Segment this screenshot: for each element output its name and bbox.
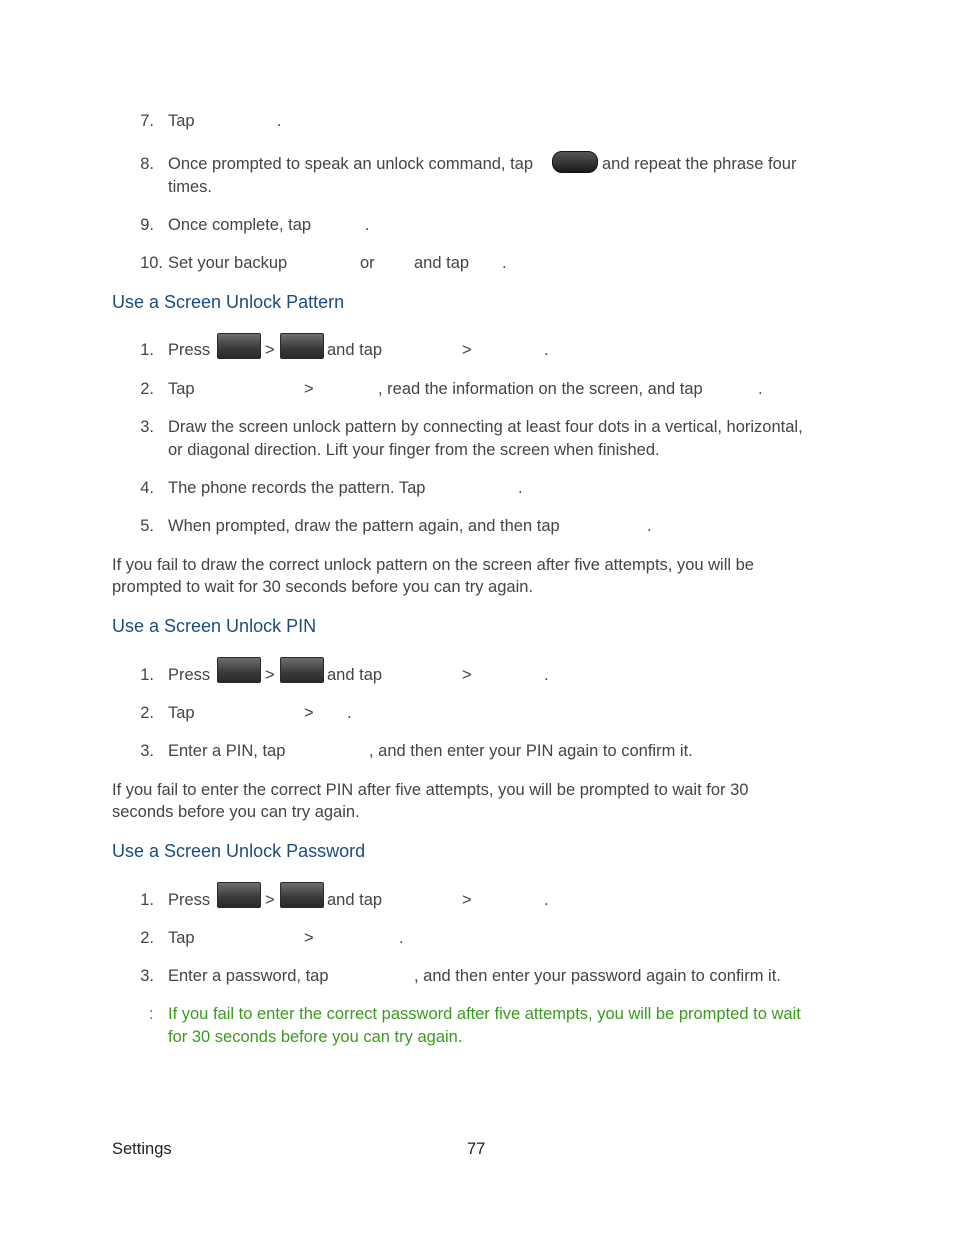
step-text: and tap [327, 341, 383, 359]
footer-page-number: 77 [467, 1140, 486, 1158]
step-number: 1. [140, 666, 154, 684]
step-text: or diagonal direction. Lift your finger from the screen when finished. [168, 441, 660, 459]
home-key-icon [217, 882, 261, 908]
step-text: and tap [414, 254, 470, 272]
section-heading-password: Use a Screen Unlock Password [112, 841, 366, 861]
paragraph: prompted to wait for 30 seconds before you can try again. [112, 578, 533, 596]
step-text: Press [168, 891, 211, 909]
step-text: . [544, 666, 549, 684]
step-text: times. [168, 178, 213, 196]
step-text: Enter a PIN, tap [168, 742, 286, 760]
step-text: Tap [168, 929, 195, 947]
step-text: Press [168, 341, 211, 359]
step-text: > [265, 341, 275, 359]
menu-key-icon [280, 657, 324, 683]
step-text: , and then enter your PIN again to confirm it. [369, 742, 693, 760]
step-text: , read the information on the screen, and tap [378, 380, 703, 398]
step-text: Tap [168, 704, 195, 722]
paragraph: If you fail to draw the correct unlock pattern on the screen after five attempts, you will be [112, 556, 754, 574]
step-number: 2. [140, 929, 154, 947]
step-text: . [758, 380, 763, 398]
home-key-icon [217, 333, 261, 359]
menu-key-icon [280, 333, 324, 359]
step-text: Draw the screen unlock pattern by connecting at least four dots in a vertical, horizontal, [168, 418, 803, 436]
step-text: > [265, 891, 275, 909]
step-text: . [365, 216, 370, 234]
step-text: . [647, 517, 652, 535]
step-text: The phone records the pattern. Tap [168, 479, 426, 497]
step-text: . [277, 112, 282, 130]
step-text: Once prompted to speak an unlock command, tap [168, 155, 534, 173]
section-heading-pin: Use a Screen Unlock PIN [112, 616, 317, 636]
step-number: 1. [140, 891, 154, 909]
home-key-icon [217, 657, 261, 683]
microphone-icon [552, 151, 598, 173]
step-text: and tap [327, 666, 383, 684]
paragraph: If you fail to enter the correct PIN after five attempts, you will be prompted to wait for 30 [112, 781, 749, 799]
step-text: > [304, 929, 314, 947]
note-text: for 30 seconds before you can try again. [168, 1028, 463, 1046]
step-text: . [347, 704, 352, 722]
step-text: . [399, 929, 404, 947]
step-number: 1. [140, 341, 154, 359]
step-number: 3. [140, 967, 154, 985]
step-text: > [304, 704, 314, 722]
step-text: Tap [168, 112, 195, 130]
step-number: 10. [140, 254, 163, 272]
step-number: 8. [140, 155, 154, 173]
note-text: If you fail to enter the correct password after five attempts, you will be prompted to wait [168, 1005, 801, 1023]
step-text: and tap [327, 891, 383, 909]
step-number: 7. [140, 112, 154, 130]
paragraph: seconds before you can try again. [112, 803, 360, 821]
note-colon: : [149, 1005, 154, 1023]
step-number: 9. [140, 216, 154, 234]
step-number: 3. [140, 418, 154, 436]
step-number: 2. [140, 380, 154, 398]
menu-key-icon [280, 882, 324, 908]
step-text: > [462, 891, 472, 909]
step-number: 3. [140, 742, 154, 760]
step-text: or [360, 254, 375, 272]
step-text: . [518, 479, 523, 497]
step-text: > [462, 666, 472, 684]
step-text: , and then enter your password again to confirm it. [414, 967, 781, 985]
step-text: . [544, 341, 549, 359]
step-number: 4. [140, 479, 154, 497]
step-text: When prompted, draw the pattern again, and then tap [168, 517, 560, 535]
step-text: Set your backup [168, 254, 288, 272]
step-text: Press [168, 666, 211, 684]
step-text: . [502, 254, 507, 272]
step-text: > [304, 380, 314, 398]
step-text: > [265, 666, 275, 684]
step-text: Enter a password, tap [168, 967, 329, 985]
step-text: Tap [168, 380, 195, 398]
step-number: 2. [140, 704, 154, 722]
step-text: and repeat the phrase four [602, 155, 797, 173]
step-text: . [544, 891, 549, 909]
step-text: > [462, 341, 472, 359]
section-heading-pattern: Use a Screen Unlock Pattern [112, 292, 345, 312]
step-text: Once complete, tap [168, 216, 312, 234]
step-number: 5. [140, 517, 154, 535]
footer-section-name: Settings [112, 1140, 172, 1158]
